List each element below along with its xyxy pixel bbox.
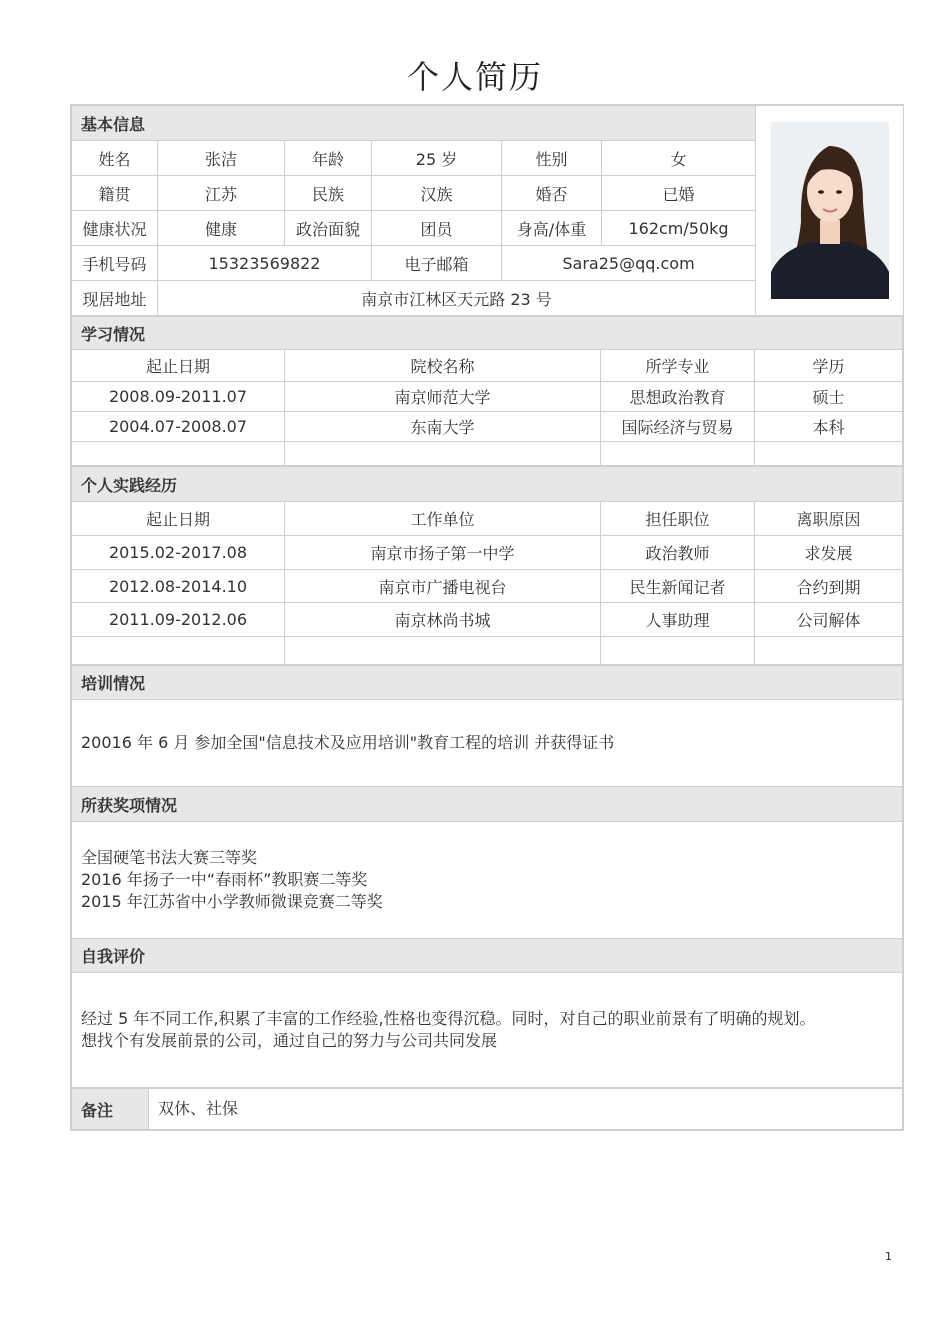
height-weight-label: 身高/体重 (502, 211, 602, 246)
section-experience: 个人实践经历 (72, 467, 903, 502)
table-header: 担任职位 (601, 502, 755, 536)
origin-label: 籍贯 (72, 176, 158, 211)
award-item: 全国硬笔书法大赛三等奖 (81, 848, 258, 867)
table-cell: 硕士 (755, 382, 903, 412)
notes-table (71, 1088, 903, 1130)
age-label: 年龄 (285, 141, 372, 176)
table-cell: 2015.02-2017.08 (72, 536, 285, 570)
table-cell: 求发展 (755, 536, 903, 570)
table-header: 院校名称 (285, 350, 601, 382)
table-cell: 民生新闻记者 (601, 570, 755, 603)
table-header: 离职原因 (755, 502, 903, 536)
phone-value: 15323569822 (158, 246, 372, 281)
experience-table (71, 466, 903, 665)
address-label: 现居地址 (72, 281, 158, 316)
table-cell: 合约到期 (755, 570, 903, 603)
email-value: Sara25@qq.com (502, 246, 756, 281)
section-basic-info: 基本信息 (72, 106, 756, 141)
table-row (72, 412, 903, 442)
table-cell: 南京林尚书城 (285, 603, 601, 637)
empty-row (72, 637, 903, 665)
table-cell: 2012.08-2014.10 (72, 570, 285, 603)
table-row (72, 570, 903, 603)
table-header: 起止日期 (72, 502, 285, 536)
address-value: 南京市江林区天元路 23 号 (158, 281, 756, 316)
awards-list (72, 822, 903, 939)
table-cell: 公司解体 (755, 603, 903, 637)
table-cell (601, 637, 755, 665)
table-cell: 东南大学 (285, 412, 601, 442)
gender-value: 女 (602, 141, 756, 176)
table-cell: 南京师范大学 (285, 382, 601, 412)
table-cell (601, 442, 755, 466)
table-cell (285, 442, 601, 466)
table-header: 工作单位 (285, 502, 601, 536)
table-cell (755, 637, 903, 665)
table-header: 起止日期 (72, 350, 285, 382)
gender-label: 性别 (502, 141, 602, 176)
table-header: 学历 (755, 350, 903, 382)
education-header-row (72, 350, 903, 382)
table-cell (755, 442, 903, 466)
marital-label: 婚否 (502, 176, 602, 211)
email-label: 电子邮箱 (372, 246, 502, 281)
experience-header-row (72, 502, 903, 536)
resume-form (70, 104, 904, 1131)
profile-photo (771, 122, 889, 299)
table-cell: 思想政治教育 (601, 382, 755, 412)
name-value: 张洁 (158, 141, 285, 176)
ethnicity-label: 民族 (285, 176, 372, 211)
health-value: 健康 (158, 211, 285, 246)
training-text: 20016 年 6 月 参加全国"信息技术及应用培训"教育工程的培训 并获得证书 (72, 700, 903, 787)
origin-value: 江苏 (158, 176, 285, 211)
self-eval-line: 想找个有发展前景的公司，通过自己的努力与公司共同发展 (81, 1031, 498, 1050)
table-cell (72, 637, 285, 665)
award-item: 2015 年江苏省中小学教师微课竞赛二等奖 (81, 892, 383, 911)
basic-info-table (71, 105, 904, 316)
self-eval-line: 经过 5 年不同工作,积累了丰富的工作经验,性格也变得沉稳。同时，对自己的职业前景有了明确的规划。 (81, 1009, 816, 1028)
phone-label: 手机号码 (72, 246, 158, 281)
table-row (72, 536, 903, 570)
photo-cell (756, 106, 904, 316)
table-row (72, 382, 903, 412)
table-header: 所学专业 (601, 350, 755, 382)
section-education: 学习情况 (72, 317, 903, 350)
table-cell: 人事助理 (601, 603, 755, 637)
height-weight-value: 162cm/50kg (602, 211, 756, 246)
empty-row (72, 442, 903, 466)
page-title: 个人简历 (406, 58, 543, 96)
section-self-eval: 自我评价 (72, 939, 903, 973)
award-item: 2016 年扬子一中“春雨杯”教职赛二等奖 (81, 870, 368, 889)
marital-value: 已婚 (602, 176, 756, 211)
page-number: 1 (885, 1250, 892, 1263)
notes-label: 备注 (72, 1089, 149, 1130)
table-cell: 2011.09-2012.06 (72, 603, 285, 637)
health-label: 健康状况 (72, 211, 158, 246)
notes-value: 双休、社保 (149, 1089, 903, 1130)
political-value: 团员 (372, 211, 502, 246)
section-awards: 所获奖项情况 (72, 787, 903, 822)
section-training: 培训情况 (72, 666, 903, 700)
table-cell (285, 637, 601, 665)
table-row (72, 603, 903, 637)
ethnicity-value: 汉族 (372, 176, 502, 211)
education-table (71, 316, 903, 466)
table-cell: 政治教师 (601, 536, 755, 570)
table-cell: 2004.07-2008.07 (72, 412, 285, 442)
table-cell (72, 442, 285, 466)
table-cell: 国际经济与贸易 (601, 412, 755, 442)
table-cell: 南京市广播电视台 (285, 570, 601, 603)
table-cell: 本科 (755, 412, 903, 442)
political-label: 政治面貌 (285, 211, 372, 246)
table-cell: 2008.09-2011.07 (72, 382, 285, 412)
name-label: 姓名 (72, 141, 158, 176)
age-value: 25 岁 (372, 141, 502, 176)
table-cell: 南京市扬子第一中学 (285, 536, 601, 570)
self-eval-text (72, 973, 903, 1088)
text-sections-table (71, 665, 903, 1088)
